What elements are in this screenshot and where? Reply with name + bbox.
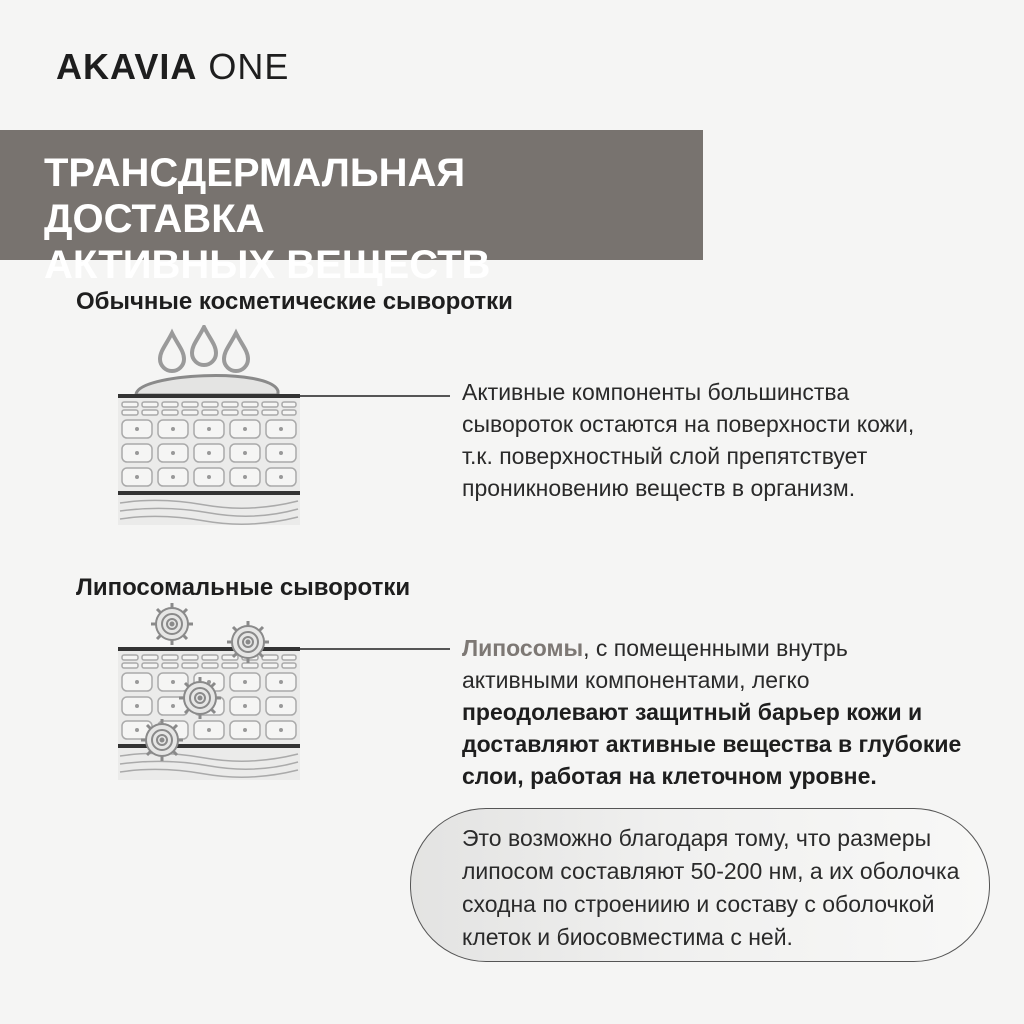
bold-line: преодолевают защитный барьер кожи и [462,699,923,725]
note-line: липосом составляют 50-200 нм, а их оболочка [462,858,960,884]
note-line: клеток и биосовместима с ней. [462,924,793,950]
note-line: сходна по строениию и составу с оболочкой [462,891,935,917]
text-line [462,632,1002,664]
text-line: сывороток остаются на поверхности кожи, [462,411,915,437]
section-text-liposomal [462,632,1002,792]
note-line: Это возможно благодаря тому, что размеры [462,825,932,851]
droplet-icon [160,327,248,371]
text-line: проникновению веществ в организм. [462,475,856,501]
brand-name-light: ONE [208,46,290,87]
bold-line: слои, работая на клеточном уровне. [462,763,877,789]
page-title-line-2: АКТИВНЫХ ВЕЩЕСТВ [44,243,491,287]
brand-logo [56,46,289,88]
text-line: Активные компоненты большинства [462,379,850,405]
skin-layers-icon [118,395,450,525]
skin-diagram-regular [110,325,450,525]
brand-name-bold: AKAVIA [56,46,198,87]
skin-layers-icon [118,648,450,780]
section-text-regular [462,376,982,504]
serum-drop-shape [136,376,278,395]
page-title [44,150,694,288]
accent-word: Липосомы [462,635,584,661]
section-title-regular: Обычные косметические сыворотки [76,288,513,315]
text-line: активными компонентами, легко [462,667,810,693]
bold-line: доставляют активные вещества в глубокие [462,731,962,757]
page-title-line-1: ТРАНСДЕРМАЛЬНАЯ ДОСТАВКА [44,151,466,241]
section-title-liposomal: Липосомальные сыворотки [76,574,411,601]
note-text [462,822,972,954]
skin-diagram-liposomal [110,600,450,780]
text-fragment: , с помещенными внутрь [583,635,848,661]
text-line: т.к. поверхностный слой препятствует [462,443,868,469]
